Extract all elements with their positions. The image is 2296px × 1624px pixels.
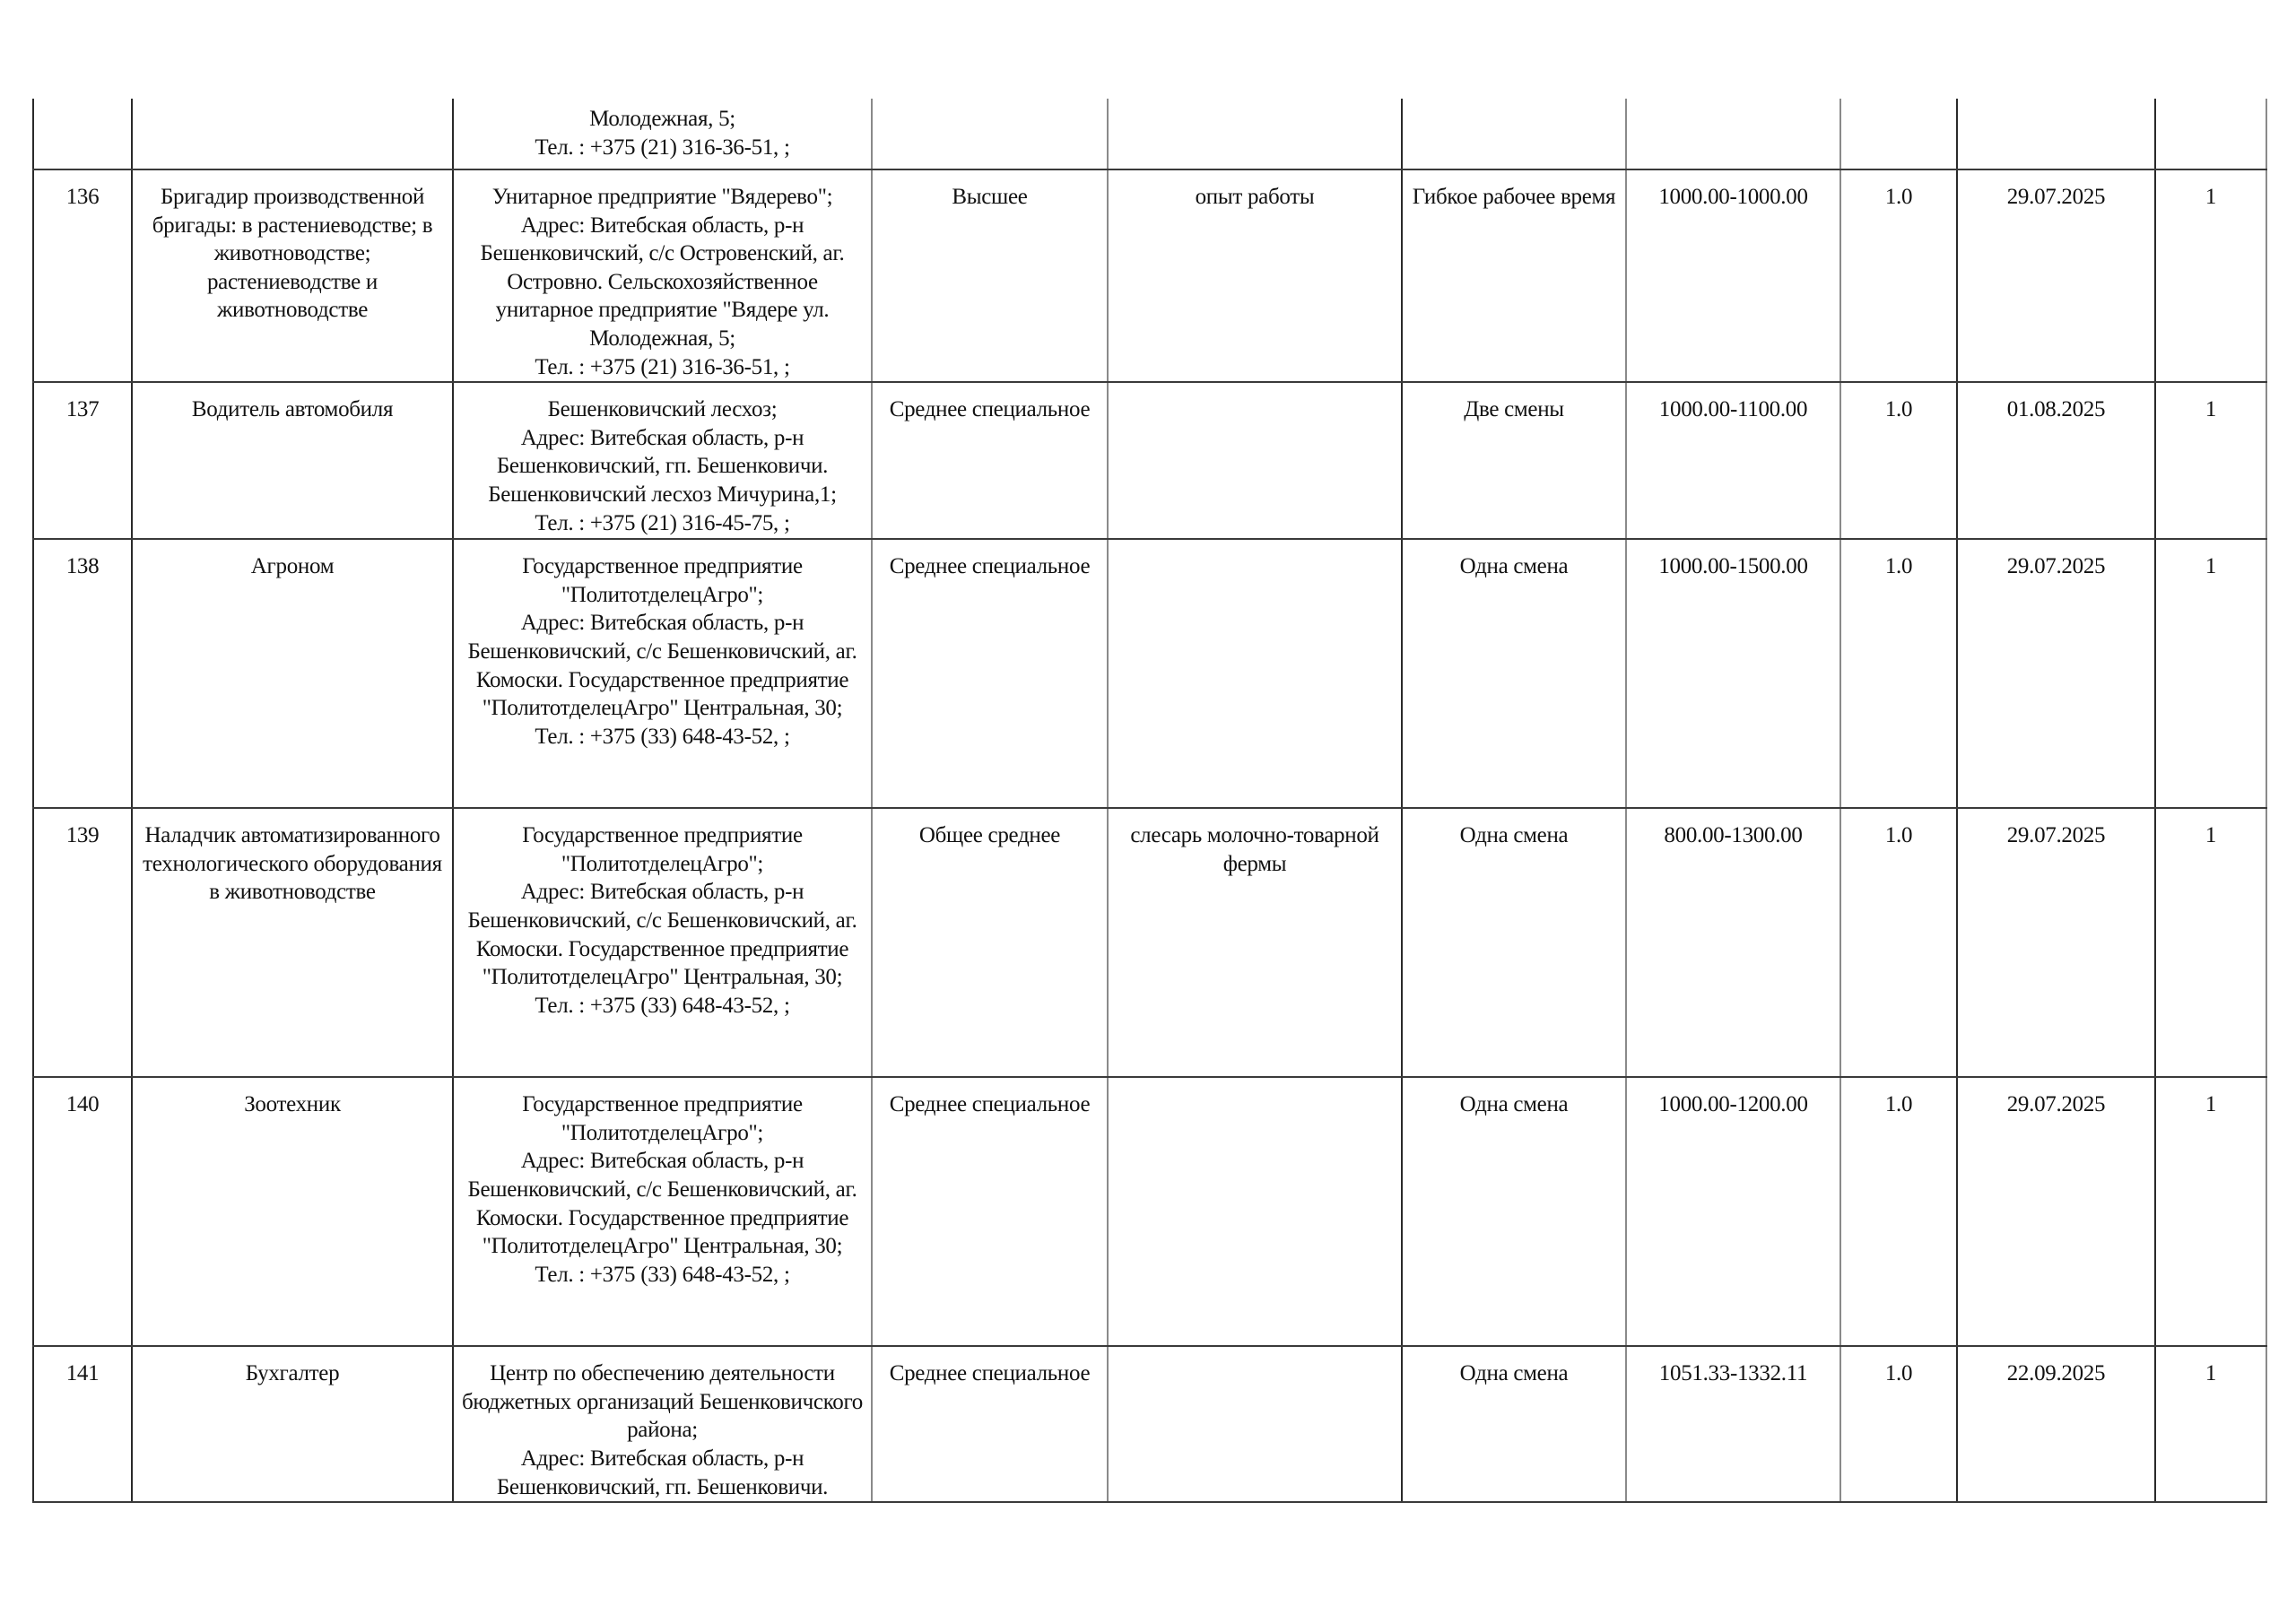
cell-requirements <box>1108 99 1402 169</box>
cell-requirements <box>1108 1346 1402 1502</box>
cell-salary: 800.00-1300.00 <box>1626 808 1840 1077</box>
cell-education: Высшее <box>872 169 1108 382</box>
table-row-continued <box>33 99 2266 169</box>
cell-date: 22.09.2025 <box>1957 1346 2155 1502</box>
cell-position <box>132 99 453 169</box>
cell-number: 137 <box>33 382 132 539</box>
cell-number: 140 <box>33 1077 132 1346</box>
cell-employer: Центр по обеспечению деятельности бюджетных организаций Бешенковичского района; Адрес: Витебская область, р-н Бешенковичский, гп. Бешенковичи. <box>453 1346 872 1502</box>
cell-number: 139 <box>33 808 132 1077</box>
cell-count: 1 <box>2155 169 2266 382</box>
cell-salary: 1000.00-1500.00 <box>1626 539 1840 808</box>
cell-schedule <box>1402 99 1626 169</box>
cell-education: Среднее специальное <box>872 539 1108 808</box>
cell-rate: 1.0 <box>1840 382 1957 539</box>
table-row <box>33 1346 2266 1502</box>
vacancy-table <box>32 99 2267 1503</box>
cell-salary: 1051.33-1332.11 <box>1626 1346 1840 1502</box>
cell-requirements: слесарь молочно-товарной фермы <box>1108 808 1402 1077</box>
cell-number: 138 <box>33 539 132 808</box>
cell-schedule: Одна смена <box>1402 808 1626 1077</box>
cell-date: 29.07.2025 <box>1957 1077 2155 1346</box>
cell-number: 136 <box>33 169 132 382</box>
cell-rate: 1.0 <box>1840 169 1957 382</box>
cell-education: Среднее специальное <box>872 1346 1108 1502</box>
cell-schedule: Одна смена <box>1402 539 1626 808</box>
cell-salary: 1000.00-1200.00 <box>1626 1077 1840 1346</box>
cell-number <box>33 99 132 169</box>
cell-employer: Молодежная, 5; Тел. : +375 (21) 316-36-51, ; <box>453 99 872 169</box>
cell-salary: 1000.00-1100.00 <box>1626 382 1840 539</box>
cell-rate: 1.0 <box>1840 808 1957 1077</box>
table-row <box>33 1077 2266 1346</box>
cell-count: 1 <box>2155 1077 2266 1346</box>
cell-employer: Бешенковичский лесхоз; Адрес: Витебская область, р-н Бешенковичский, гп. Бешенковичи. Бешенковичский лесхоз Мичурина,1; Тел. : +375 (21) 316-45-75, ; <box>453 382 872 539</box>
cell-rate: 1.0 <box>1840 1346 1957 1502</box>
cell-date: 29.07.2025 <box>1957 169 2155 382</box>
cell-employer: Государственное предприятие "ПолитотделецАгро"; Адрес: Витебская область, р-н Бешенковичский, с/с Бешенковичский, аг. Комоски. Государственное предприятие "ПолитотделецАгро" Центральная, 30; Тел. : +375 (33) 648-43-52, ; <box>453 539 872 808</box>
cell-education <box>872 99 1108 169</box>
cell-salary: 1000.00-1000.00 <box>1626 169 1840 382</box>
cell-date <box>1957 99 2155 169</box>
cell-salary <box>1626 99 1840 169</box>
cell-requirements: опыт работы <box>1108 169 1402 382</box>
cell-requirements <box>1108 382 1402 539</box>
cell-schedule: Одна смена <box>1402 1346 1626 1502</box>
cell-employer: Государственное предприятие "ПолитотделецАгро"; Адрес: Витебская область, р-н Бешенковичский, с/с Бешенковичский, аг. Комоски. Государственное предприятие "ПолитотделецАгро" Центральная, 30; Тел. : +375 (33) 648-43-52, ; <box>453 1077 872 1346</box>
cell-position: Зоотехник <box>132 1077 453 1346</box>
cell-schedule: Гибкое рабочее время <box>1402 169 1626 382</box>
cell-date: 29.07.2025 <box>1957 808 2155 1077</box>
cell-employer: Унитарное предприятие "Вядерево"; Адрес: Витебская область, р-н Бешенковичский, с/с Островенский, аг. Островно. Сельскохозяйственное унитарное предприятие "Вядере ул. Молодежная, 5; Тел. : +375 (21) 316-36-51, ; <box>453 169 872 382</box>
cell-rate: 1.0 <box>1840 539 1957 808</box>
cell-education: Общее среднее <box>872 808 1108 1077</box>
cell-rate <box>1840 99 1957 169</box>
cell-date: 29.07.2025 <box>1957 539 2155 808</box>
cell-number: 141 <box>33 1346 132 1502</box>
cell-position: Наладчик автоматизированного технологического оборудования в животноводстве <box>132 808 453 1077</box>
cell-employer: Государственное предприятие "ПолитотделецАгро"; Адрес: Витебская область, р-н Бешенковичский, с/с Бешенковичский, аг. Комоски. Государственное предприятие "ПолитотделецАгро" Центральная, 30; Тел. : +375 (33) 648-43-52, ; <box>453 808 872 1077</box>
table-row <box>33 808 2266 1077</box>
cell-requirements <box>1108 1077 1402 1346</box>
cell-education: Среднее специальное <box>872 1077 1108 1346</box>
cell-position: Бухгалтер <box>132 1346 453 1502</box>
table-row <box>33 382 2266 539</box>
table-row <box>33 539 2266 808</box>
table-row <box>33 169 2266 382</box>
cell-position: Агроном <box>132 539 453 808</box>
cell-position: Бригадир производственной бригады: в растениеводстве; в животноводстве; растениеводстве и животноводстве <box>132 169 453 382</box>
cell-education: Среднее специальное <box>872 382 1108 539</box>
cell-count: 1 <box>2155 382 2266 539</box>
cell-position: Водитель автомобиля <box>132 382 453 539</box>
cell-rate: 1.0 <box>1840 1077 1957 1346</box>
cell-count: 1 <box>2155 539 2266 808</box>
cell-date: 01.08.2025 <box>1957 382 2155 539</box>
cell-count: 1 <box>2155 808 2266 1077</box>
cell-schedule: Одна смена <box>1402 1077 1626 1346</box>
cell-requirements <box>1108 539 1402 808</box>
cell-schedule: Две смены <box>1402 382 1626 539</box>
cell-count: 1 <box>2155 1346 2266 1502</box>
cell-count <box>2155 99 2266 169</box>
